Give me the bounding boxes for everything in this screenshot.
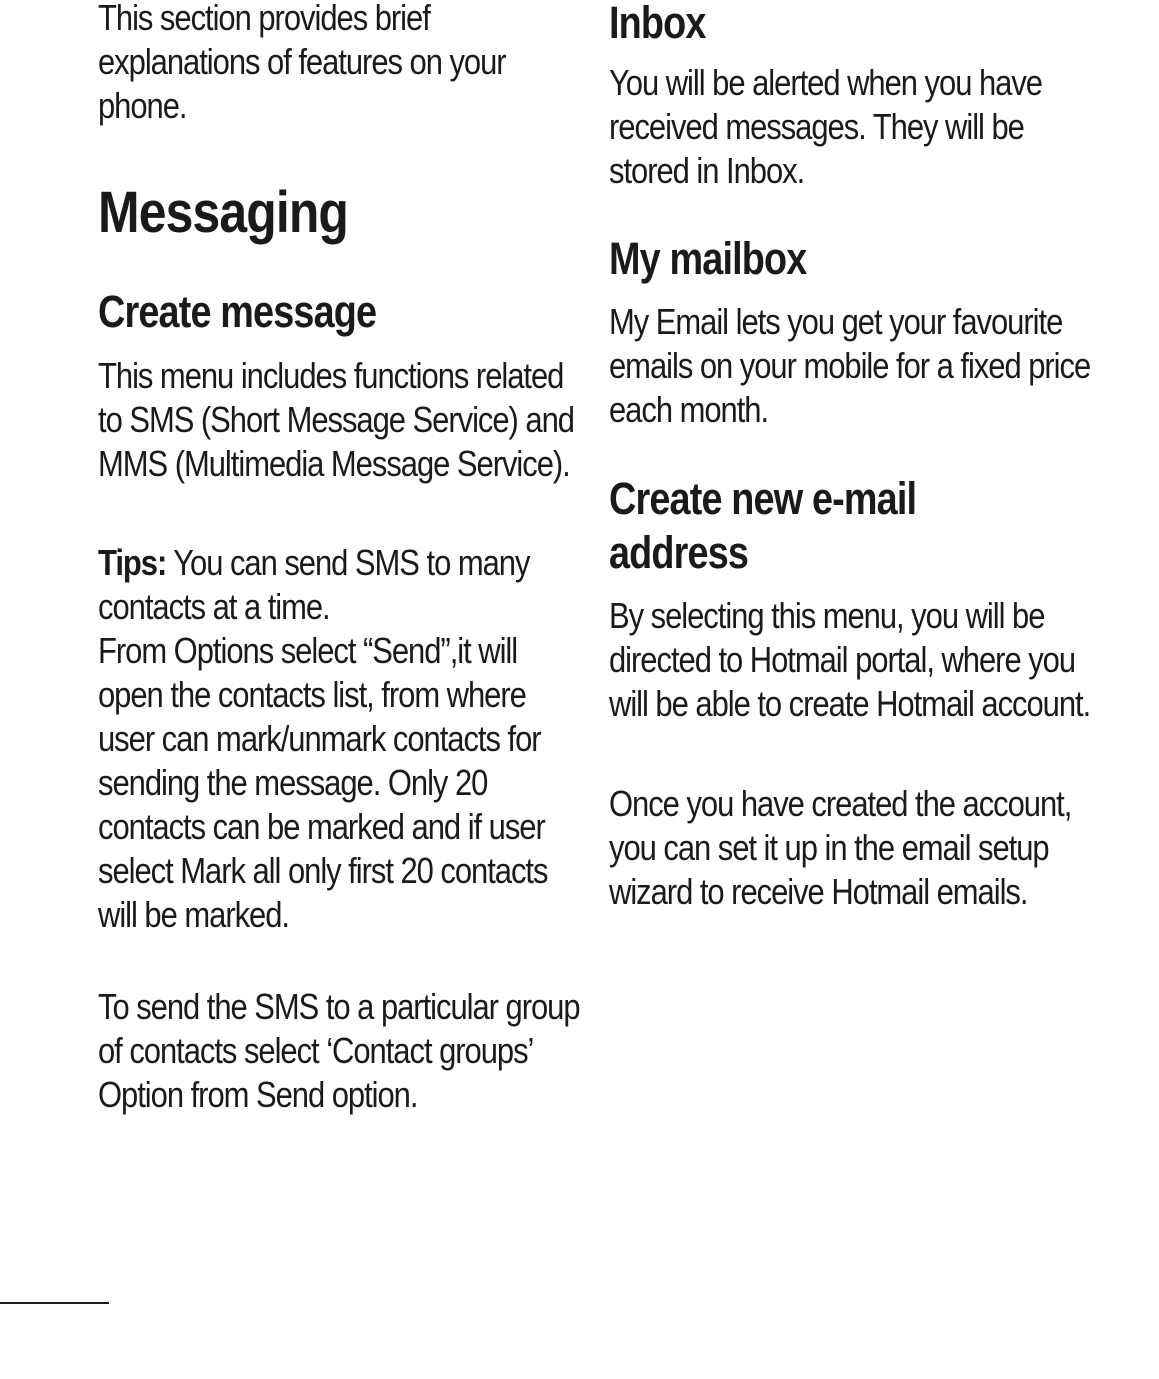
create-email-heading-line2: address	[609, 527, 749, 578]
inbox-body: You will be alerted when you have received messages. They will be stored in Inbox.	[609, 62, 1042, 191]
create-email-body-2: Once you have created the account, you can set it up in the email setup wizard to receive Hotmail emails.	[609, 783, 1072, 912]
section-title: Messaging	[98, 180, 349, 245]
create-email-heading-line1: Create new e-mail	[609, 473, 917, 524]
footer-rule	[0, 1302, 109, 1304]
create-email-body-1: By selecting this menu, you will be directed to Hotmail portal, where you will be able to create Hotmail account.	[609, 595, 1091, 724]
tips-paragraph	[98, 541, 580, 629]
my-mailbox-body: My Email lets you get your favourite emails on your mobile for a fixed price each month.	[609, 301, 1091, 430]
tips-groups-paragraph: To send the SMS to a particular group of contacts select ‘Contact groups’ Option from Send option.	[98, 986, 580, 1115]
tips-label: Tips:	[98, 542, 167, 583]
tips-text: You can send SMS to many contacts at a time.	[98, 542, 530, 627]
intro-paragraph: This section provides brief explanations of features on your phone.	[98, 0, 506, 126]
tips-options-paragraph: From Options select “Send”,it will open the contacts list, from where user can mark/unmark contacts for sending the message. Only 20 contacts can be marked and if user select Mark all only first 20 contacts will be marked.	[98, 630, 548, 935]
create-message-heading: Create message	[98, 286, 377, 337]
create-message-body: This menu includes functions related to SMS (Short Message Service) and MMS (Multimedia Message Service).	[98, 355, 574, 484]
inbox-heading: Inbox	[609, 0, 706, 48]
my-mailbox-heading: My mailbox	[609, 233, 807, 284]
